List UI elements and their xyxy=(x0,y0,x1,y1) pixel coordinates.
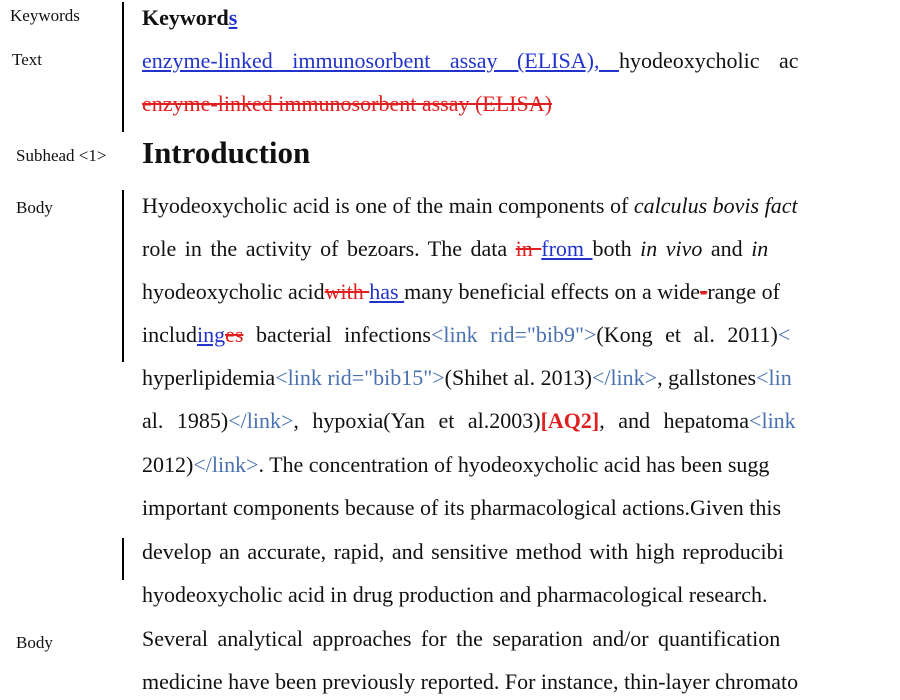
deleted-text: es xyxy=(225,322,244,347)
italic-text: calculus bovis fact xyxy=(633,193,798,218)
change-bar xyxy=(122,538,124,580)
italic-text: in xyxy=(751,236,769,261)
body-line xyxy=(142,452,900,478)
keywords-heading-text: Keyword xyxy=(142,5,229,30)
body-text: , gallstones xyxy=(657,365,757,390)
link-tag: <link rid="bib9"> xyxy=(430,322,597,347)
deleted-text: with xyxy=(324,279,370,304)
link-tag: <lin xyxy=(756,365,792,390)
body-line: important components because of its pharmacological actions.Given this xyxy=(142,495,782,520)
body-text: and xyxy=(702,236,752,261)
body-text: . The concentration of hyodeoxycholic acid has been sugg xyxy=(258,452,770,477)
style-label-body: Body xyxy=(16,198,53,217)
keywords-line xyxy=(142,48,900,74)
body-line xyxy=(142,193,900,219)
body-text: 2012) xyxy=(142,452,194,477)
style-label-body-2: Body xyxy=(16,633,53,652)
author-query-marker[interactable]: [AQ2] xyxy=(540,408,600,433)
keywords-heading xyxy=(142,5,900,31)
body-text: (Kong et al. 2011) xyxy=(596,322,778,347)
body-line: Several analytical approaches for the separation and/or quantification xyxy=(142,626,781,651)
inserted-text: ing xyxy=(197,322,226,347)
body-line: develop an accurate, rapid, and sensitive method with high reproducibi xyxy=(142,539,784,564)
change-bar xyxy=(122,190,124,362)
inserted-text: enzyme-linked immunosorbent assay (ELISA), xyxy=(142,48,619,73)
body-text: , hypoxia(Yan et al.2003) xyxy=(293,408,541,433)
body-text: hyperlipidemia xyxy=(142,365,276,390)
body-text: bacterial infections xyxy=(243,322,431,347)
keywords-text: hyodeoxycholic ac xyxy=(618,48,799,73)
link-tag: < xyxy=(777,322,791,347)
body-text: (Shihet al. 2013) xyxy=(444,365,592,390)
body-line xyxy=(142,236,900,262)
link-tag: </link> xyxy=(228,408,294,433)
inserted-text: has xyxy=(369,279,405,304)
body-text: hyodeoxycholic acid xyxy=(142,279,325,304)
body-text: many beneficial effects on a wide xyxy=(404,279,700,304)
inserted-text: from xyxy=(541,236,593,261)
body-text: al. 1985) xyxy=(142,408,229,433)
link-tag: </link> xyxy=(591,365,658,390)
body-text: Hyodeoxycholic acid is one of the main components of xyxy=(142,193,634,218)
deleted-text: - xyxy=(699,279,708,304)
body-line xyxy=(142,365,900,391)
deleted-text: enzyme-linked immunosorbent assay (ELISA) xyxy=(142,91,552,116)
body-text: includ xyxy=(142,322,197,347)
style-label-keywords: Keywords xyxy=(10,6,80,25)
change-bar xyxy=(122,2,124,132)
body-text: , and hepatoma xyxy=(599,408,750,433)
inserted-text: s xyxy=(228,5,238,30)
body-text: range of xyxy=(707,279,780,304)
body-line xyxy=(142,322,900,348)
deleted-text: in xyxy=(515,236,542,261)
style-label-subhead: Subhead <1> xyxy=(16,146,107,165)
body-line: hyodeoxycholic acid in drug production and pharmacological research. xyxy=(142,582,768,607)
link-tag: </link> xyxy=(193,452,259,477)
body-text: both xyxy=(592,236,641,261)
body-line xyxy=(142,279,900,305)
body-line: medicine have been previously reported. For instance, thin-layer chromato xyxy=(142,669,799,694)
style-label-text: Text xyxy=(12,50,42,69)
body-text: role in the activity of bezoars. The data xyxy=(142,236,516,261)
keywords-line xyxy=(142,91,900,117)
subhead-title: Introduction xyxy=(142,135,311,170)
italic-text: in vivo xyxy=(640,236,703,261)
link-tag: <link xyxy=(749,408,796,433)
body-line xyxy=(142,408,900,434)
link-tag: <link rid="bib15"> xyxy=(275,365,445,390)
